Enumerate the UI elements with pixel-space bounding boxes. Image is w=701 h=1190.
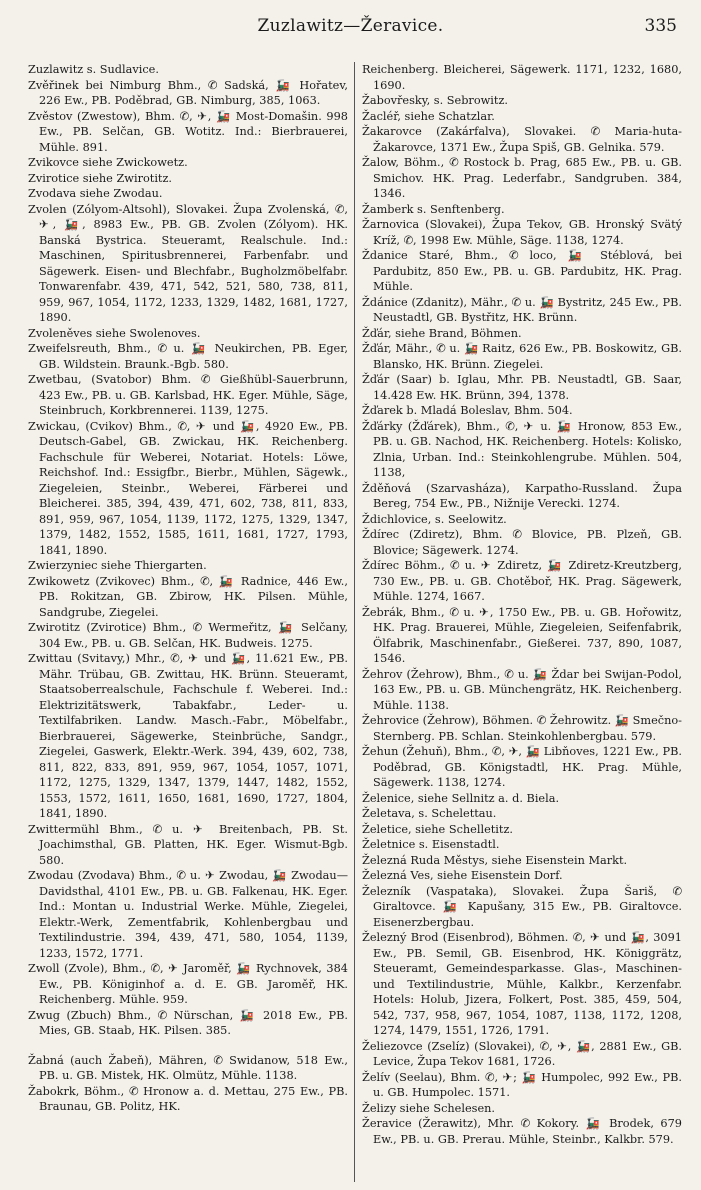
directory-entry: Žacléř, siehe Schatzlar. xyxy=(362,109,495,123)
directory-entry: Žehun (Žehuň), Bhm., ✆, ✈, 🚂 Libňoves, 1221 Ew., PB. Poděbrad, GB. Königstadtl, HK. Prag. Mühle, Sägewerk. 1138, 1274. xyxy=(362,745,682,789)
right-column xyxy=(362,62,682,1182)
directory-entry: Zuzlawitz s. Sudlavice. xyxy=(28,63,159,76)
directory-entry: Želetava, s. Schelettau. xyxy=(362,807,497,820)
directory-entry: Zvěřinek bei Nimburg Bhm., ✆ Sadská, 🚂 Hořatev, 226 Ew., PB. Poděbrad, GB. Nimburg, 385, 1063. xyxy=(28,78,348,107)
directory-entry: Ždírec (Zdiretz), Bhm. ✆ Blovice, PB. Plzeň, GB. Blovice; Sägewerk. 1274. xyxy=(362,528,682,557)
directory-entry: Ždichlovice, s. Seelowitz. xyxy=(362,512,507,526)
directory-entry: Žděňová (Szarvasháza), Karpatho-Russland. Župa Bereg, 754 Ew., PB., Nižnije Verecki. 1274. xyxy=(362,481,682,510)
directory-entry: Zwickau, (Cvikov) Bhm., ✆, ✈ und 🚂, 4920 Ew., PB. Deutsch-Gabel, GB. Zwickau, HK. Reichenberg. Fachschule für Weberei, Notariat. Hotels: Löwe, Reichshof. Ind.: Essigfbr., Bierbr., Mühlen, Sägewk., Ziegeleien, Steinbr., Weberei, Färberei und Bleicherei. 385, 394, 439, 471, 602, 738, 811, 833, 891, 959, 967, 1054, 1139, 1172, 1275, 1329, 1347, 1379, 1482, 1552, 1585, 1611, 1681, 1727, 1793, 1841, 1890. xyxy=(28,419,348,557)
directory-entry: Zwierzyniec siehe Thiergarten. xyxy=(28,559,207,572)
directory-entry: Zwittau (Svitavy,) Mhr., ✆, ✈ und 🚂, 11.621 Ew., PB. Mähr. Trübau, GB. Zwittau, HK. Brünn. Steueramt, Staatsoberrealschule, Fachschule f. Weberei. Ind.: Elektrizitätswerk, Tabakfabr., Leder- u. Textilfabriken. Landw. Masch.-Fabr., Möbelfabr., Bierbrauerei, Sägewerke, Steinbrüche, Sandgr., Ziegelei, Gaswerk, Elektr.-Werk. 394, 439, 602, 738, 811, 822, 833, 891, 959, 967, 1054, 1057, 1071, 1172, 1275, 1329, 1347, 1379, 1447, 1482, 1552, 1553, 1572, 1611, 1650, 1681, 1690, 1727, 1804, 1841, 1890. xyxy=(28,652,348,820)
directory-entry: Ždanice Staré, Bhm., ✆ loco, 🚂 Stéblová, bei Pardubitz, 850 Ew., PB. u. GB. Pardubitz, HK. Prag. Mühle. xyxy=(362,249,682,293)
directory-entry: Žabná (auch Žabeň), Mähren, ✆ Swidanow, 518 Ew., PB. u. GB. Mistek, HK. Olmütz, Mühle. 1138. xyxy=(28,1053,348,1082)
directory-entry: Železná Ves, siehe Eisenstein Dorf. xyxy=(362,869,563,882)
directory-entry: Žďár (Saar) b. Iglau, Mhr. PB. Neustadtl, GB. Saar, 14.428 Ew. HK. Brünn, 394, 1378. xyxy=(362,373,682,402)
directory-entry: Zwetbau, (Svatobor) Bhm. ✆ Gießhübl-Sauerbrunn, 423 Ew., PB. u. GB. Karlsbad, HK. Eger. Mühle, Säge, Steinbruch, Korkbrennerei. 1139, 1275. xyxy=(28,373,348,417)
directory-entry: Zvodava siehe Zwodau. xyxy=(28,187,163,200)
directory-entry: Zwug (Zbuch) Bhm., ✆ Nürschan, 🚂 2018 Ew., PB. Mies, GB. Staab, HK. Pilsen. 385. xyxy=(28,1008,348,1037)
directory-entry: Žarnovica (Slovakei), Župa Tekov, GB. Hronský Svätý Kríž, ✆, 1998 Ew. Mühle, Säge. 1138, 1274. xyxy=(362,218,682,247)
directory-entry: Želiezovce (Zselíz) (Slovakei), ✆, ✈, 🚂, 2881 Ew., GB. Levice, Župa Tekov 1681, 1726. xyxy=(362,1039,682,1068)
directory-entry: Žabovřesky, s. Sebrowitz. xyxy=(362,94,508,107)
directory-entry: Želizy siehe Schelesen. xyxy=(362,1101,496,1115)
directory-entry: Želetice, siehe Schelletitz. xyxy=(362,822,514,836)
directory-entry: Žakarovce (Zakárfalva), Slovakei. ✆ Maria-huta-Žakarovce, 1371 Ew., Župa Spiš, GB. Gelnika. 579. xyxy=(362,125,682,154)
running-head: Zuzlawitz—Žeravice. xyxy=(257,16,444,36)
directory-entry: Zweifelsreuth, Bhm., ✆ u. 🚂 Neukirchen, PB. Eger, GB. Wildstein. Braunk.-Bgb. 580. xyxy=(28,342,348,371)
page-number: 335 xyxy=(644,16,677,36)
directory-entry: Zwoll (Zvole), Bhm., ✆, ✈ Jaroměř, 🚂 Rychnovek, 384 Ew., PB. Königinhof a. d. E. GB. Jaroměř, HK. Reichenberg. Mühle. 959. xyxy=(28,962,348,1006)
directory-entry: Želetnice s. Eisenstadtl. xyxy=(362,838,500,851)
directory-entry: Želenice, siehe Sellnitz a. d. Biela. xyxy=(362,791,560,805)
directory-entry: Zvirotice siehe Zwirotitz. xyxy=(28,171,173,185)
directory-entry: Žďarek b. Mladá Boleslav, Bhm. 504. xyxy=(362,404,573,417)
directory-entry: Žehrov (Žehrow), Bhm., ✆ u. 🚂 Ždar bei Swijan-Podol, 163 Ew., PB. u. GB. Münchengrätz, HK. Reichenberg. Mühle. 1138. xyxy=(362,667,682,712)
directory-entry: Žalow, Böhm., ✆ Rostock b. Prag, 685 Ew., PB. u. GB. Smichov. HK. Prag. Lederfabr., Sandgruben. 384, 1346. xyxy=(362,156,682,200)
directory-entry: Žďár, siehe Brand, Böhmen. xyxy=(362,326,522,340)
directory-entry: Žabokrk, Böhm., ✆ Hronow a. d. Mettau, 275 Ew., PB. Braunau, GB. Politz, HK. xyxy=(28,1084,348,1113)
directory-entry: Železník (Vaspataka), Slovakei. Župa Šariš, ✆ Giraltovce. 🚂 Kapušany, 315 Ew., PB. Giraltovce. Eisenerzbergbau. xyxy=(362,884,682,929)
directory-entry: Želív (Seelau), Bhm. ✆, ✈; 🚂 Humpolec, 992 Ew., PB. u. GB. Humpolec. 1571. xyxy=(362,1070,682,1099)
directory-entry: Ždírec Böhm., ✆ u. ✈ Zdiretz, 🚂 Zdiretz-Kreutzberg, 730 Ew., PB. u. GB. Chotěboř, HK. Prag. Sägewerk, Mühle. 1274, 1667. xyxy=(362,559,682,603)
column-divider xyxy=(354,62,355,1182)
page-header xyxy=(24,16,677,44)
directory-entry: Zwikowetz (Zvikovec) Bhm., ✆, 🚂 Radnice, 446 Ew., PB. Rokitzan, GB. Zbirow, HK. Pilsen. Mühle, Sandgrube, Ziegelei. xyxy=(28,574,348,619)
directory-entry: Zvěstov (Zwestow), Bhm. ✆, ✈, 🚂 Most-Domašin. 998 Ew., PB. Selčan, GB. Wotitz. Ind.: Bierbrauerei, Mühle. 891. xyxy=(28,109,348,154)
directory-entry: Reichenberg. Bleicherei, Sägewerk. 1171, 1232, 1680, 1690. xyxy=(362,63,682,92)
directory-entry: Zvolen (Zólyom-Altsohl), Slovakei. Župa Zvolenská, ✆, ✈, 🚂, 8983 Ew., PB. GB. Zvolen (Zólyom). HK. Banská Bystrica. Steueramt, Realschule. Ind.: Maschinen, Spiritusbrennerei, Farbenfabr. und Sägewerk. Eisen- und Blechfabr., Bugholzmöbelfabr. Tonwarenfabr. 439, 471, 542, 521, 580, 738, 811, 959, 967, 1054, 1172, 1233, 1329, 1482, 1681, 1727, 1890. xyxy=(28,202,348,324)
directory-entry: Žďárky (Žďárek), Bhm., ✆, ✈ u. 🚂 Hronow, 853 Ew., PB. u. GB. Nachod, HK. Reichenberg. Hotels: Kolisko, Zlnia, Urban. Ind.: Steinkohlengrube. Mühlen. 504, 1138, xyxy=(362,419,682,479)
directory-entry: Ždánice (Zdanitz), Mähr., ✆ u. 🚂 Bystritz, 245 Ew., PB. Neustadtl, GB. Bystřitz, HK. Brünn. xyxy=(362,295,682,324)
directory-entry: Zwirotitz (Zvirotice) Bhm., ✆ Wermeřitz, 🚂 Selčany, 304 Ew., PB. u. GB. Selčan, HK. Budweis. 1275. xyxy=(28,621,348,650)
left-column xyxy=(28,62,348,1182)
directory-entry: Zvoleněves siehe Swolenoves. xyxy=(28,326,201,340)
directory-entry: Železný Brod (Eisenbrod), Böhmen. ✆, ✈ und 🚂, 3091 Ew., PB. Semil, GB. Eisenbrod, HK. Königgrätz, Steueramt, Gemeindesparkasse. Glas-, Maschinen- und Textilindustrie, Mühle, Kalkbr., Kerzenfabr. Hotels: Holub, Jizera, Folkert, Post. 385, 459, 504, 542, 737, 958, 967, 1054, 1087, 1138, 1172, 1208, 1274, 1479, 1551, 1726, 1791. xyxy=(362,931,682,1037)
directory-entry: Žehrovice (Žehrow), Böhmen. ✆ Žehrowitz. 🚂 Smečno-Sternberg. PB. Schlan. Steinkohlenbergbau. 579. xyxy=(362,714,682,743)
directory-entry: Železná Ruda Městys, siehe Eisenstein Markt. xyxy=(362,853,628,867)
directory-entry: Zwittermühl Bhm., ✆ u. ✈ Breitenbach, PB. St. Joachimsthal, GB. Platten, HK. Eger. Wismut-Bgb. 580. xyxy=(28,822,348,867)
directory-entry: Zwodau (Zvodava) Bhm., ✆ u. ✈ Zwodau, 🚂 Zwodau—Davidsthal, 4101 Ew., PB. u. GB. Falkenau, HK. Eger. Ind.: Montan u. Industrial Werke. Mühle, Ziegelei, Elektr.-Werk, Zementfabrik, Kohlenbergbau und Textilindustrie. 394, 439, 471, 580, 1054, 1139, 1233, 1572, 1771. xyxy=(28,869,348,960)
directory-entry: Žeravice (Žerawitz), Mhr. ✆ Kokory. 🚂 Brodek, 679 Ew., PB. u. GB. Prerau. Mühle, Steinbr., Kalkbr. 579. xyxy=(362,1117,682,1146)
directory-entry: Žamberk s. Senftenberg. xyxy=(362,202,505,216)
directory-entry: Žebrák, Bhm., ✆ u. ✈, 1750 Ew., PB. u. GB. Hořowitz, HK. Prag. Brauerei, Mühle, Ziegeleien, Seifenfabrik, Ölfabrik, Maschinenfabr., Gießerei. 737, 890, 1087, 1546. xyxy=(362,605,682,665)
directory-entry: Zvikovce siehe Zwickowetz. xyxy=(28,156,188,169)
directory-entry: Žďár, Mähr., ✆ u. 🚂 Raitz, 626 Ew., PB. Boskowitz, GB. Blansko, HK. Brünn. Ziegelei. xyxy=(362,342,682,371)
